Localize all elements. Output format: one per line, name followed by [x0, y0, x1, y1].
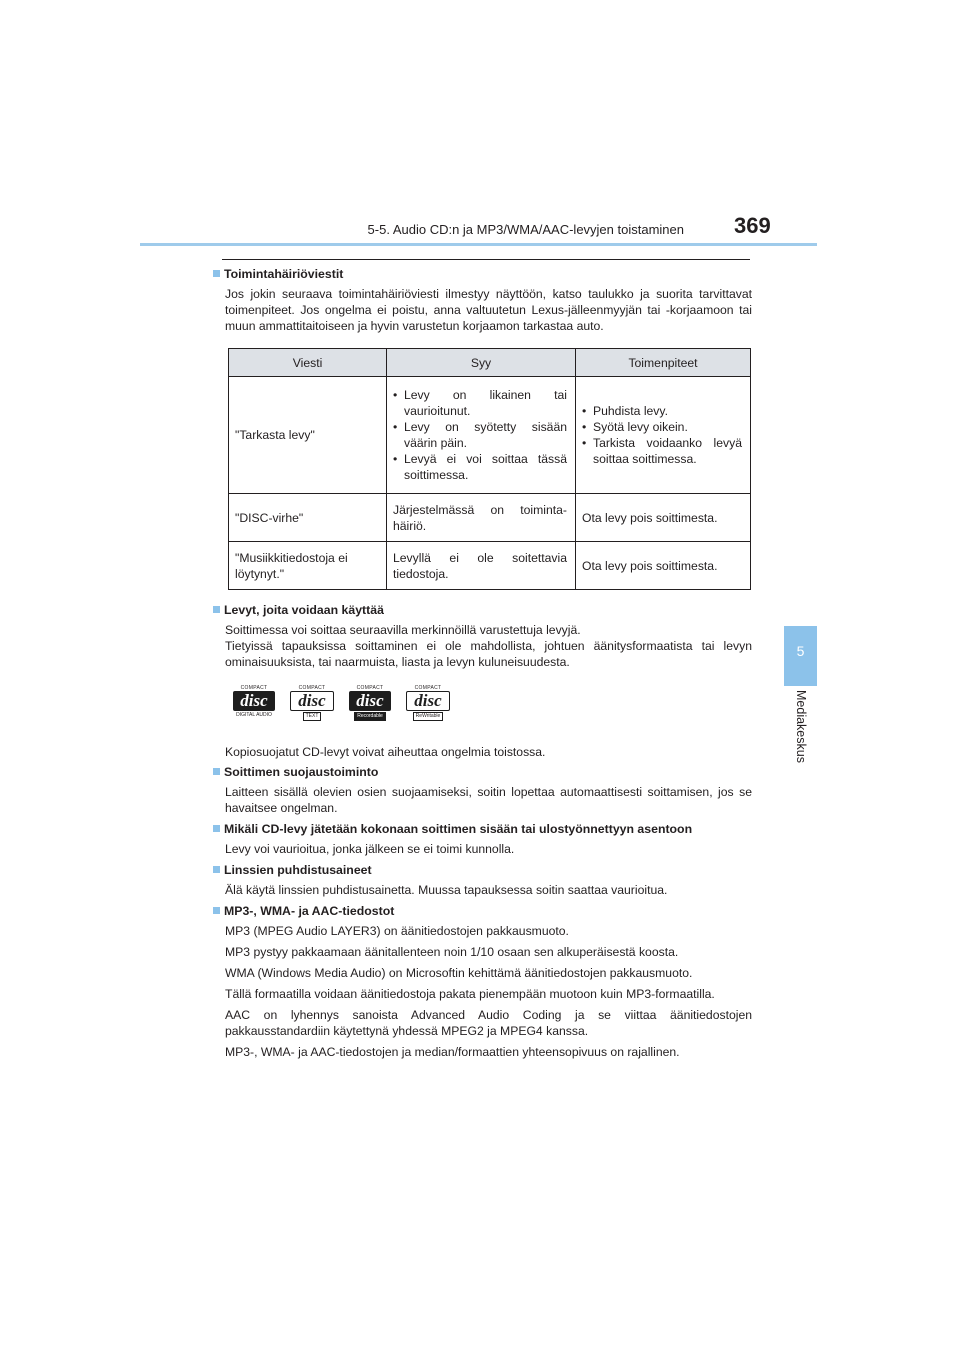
column-header: Syy: [387, 349, 576, 377]
section-paragraph: Laitteen sisällä olevien osien suojaamiseksi, soitin lopettaa automaattisesti soittamisen, jos se havaitsee ongelman.: [225, 785, 752, 815]
chapter-tab: 5: [784, 626, 817, 684]
chapter-label: Mediakeskus: [794, 690, 808, 763]
section-marker-icon: [213, 907, 220, 914]
list-item: • Levy on syötetty sisään väärin päin.: [393, 419, 567, 451]
section-marker-icon: [213, 270, 220, 277]
table-header-row: [229, 349, 751, 377]
disc-logo-row: [230, 684, 752, 724]
section-paragraph: Kopiosuojatut CD-levyt voivat aiheuttaa ongelmia toistossa.: [225, 745, 546, 759]
column-header: Toimenpiteet: [576, 349, 751, 377]
section-paragraph: MP3 pystyy pakkaamaan äänitallenteen noin 1/10 osaan sen alkuperäisestä koosta.: [225, 945, 679, 959]
section-marker-icon: [213, 825, 220, 832]
table-row: [229, 542, 751, 590]
header-rule: [140, 243, 817, 246]
table-cell-action: Ota levy pois soittimesta.: [576, 494, 751, 542]
section-paragraph: WMA (Windows Media Audio) on Microsoftin kehittämä äänitiedostojen pakkausmuoto.: [225, 966, 693, 980]
section-paragraph: MP3 (MPEG Audio LAYER3) on äänitiedostojen pakkausmuoto.: [225, 924, 569, 938]
error-message-table: [228, 348, 751, 590]
section-compatible-discs: [212, 602, 752, 760]
running-header-title: 5-5. Audio CD:n ja MP3/WMA/AAC-levyjen toistaminen: [367, 222, 684, 237]
section-heading: Toimintahäiriöviestit: [224, 267, 344, 281]
section-heading: Linssien puhdistusaineet: [224, 863, 372, 877]
section-paragraph: Levy voi vaurioitua, jonka jälkeen se ei toimi kunnolla.: [225, 842, 515, 856]
section-paragraph: MP3-, WMA- ja AAC-tiedostojen ja median/formaattien yhteensopivuus on rajallinen.: [225, 1045, 680, 1059]
table-cell-message: "Tarkasta levy": [229, 377, 387, 494]
table-row: [229, 494, 751, 542]
section-paragraph: Soittimessa voi soittaa seuraavilla merkinnöillä varustettuja levyjä.: [225, 623, 581, 637]
compact-disc-recordable-logo: COMPACT disc Recordable: [346, 684, 394, 722]
page-content: [212, 266, 752, 1060]
table-cell-cause: Järjestelmässä on toiminta-häiriö.: [387, 494, 576, 542]
list-item: • Syötä levy oikein.: [582, 419, 742, 435]
section-marker-icon: [213, 866, 220, 873]
table-cell-cause: [387, 377, 576, 494]
chapter-tab-rule: [784, 684, 817, 686]
page-number: 369: [734, 213, 771, 238]
section-heading: Mikäli CD-levy jätetään kokonaan soittimen sisään tai ulostyönnettyyn asentoon: [224, 822, 693, 836]
table-cell-cause: Levyllä ei ole soitettavia tiedostoja.: [387, 542, 576, 590]
section-heading: Soittimen suojaustoiminto: [224, 765, 379, 779]
section-heading: Levyt, joita voidaan käyttää: [224, 603, 384, 617]
section-marker-icon: [213, 768, 220, 775]
section-paragraph: Tietyissä tapauksissa soittaminen ei ole mahdollista, johtuen äänitysformaatista tai levyn ominaisuuksista, tai naarmuista, liasta ja levyn kuluneisuudesta.: [225, 639, 752, 669]
section-disc-left-inside: [212, 821, 752, 857]
section-paragraph: Jos jokin seuraava toimintahäiriöviesti ilmestyy näyttöön, katso taulukko ja suorita tarvittavat toimenpiteet. Jos ongelma ei poistu, anna valtuutetun Lexus-jälleenmyyjän tai -korjaamoon tai muun ammattitaitoiseen ja hyvin varustetun korjaamon tarkastaa auto.: [225, 287, 752, 333]
section-error-messages: [212, 266, 752, 334]
list-item: • Levy on likainen tai vaurioitunut.: [393, 387, 567, 419]
section-lens-cleaners: [212, 862, 752, 898]
list-item: • Levyä ei voi soittaa tässä soittimessa.: [393, 451, 567, 483]
section-paragraph: AAC on lyhennys sanoista Advanced Audio Coding ja se viittaa äänitiedostojen pakkausstandardiin käytettynä yhdessä MPEG2 ja MPEG4 kanssa.: [225, 1008, 752, 1038]
section-heading: MP3-, WMA- ja AAC-tiedostot: [224, 904, 395, 918]
compact-disc-rewritable-logo: COMPACT disc ReWritable: [404, 684, 452, 722]
table-cell-action: Ota levy pois soittimesta.: [576, 542, 751, 590]
table-cell-message: "DISC-virhe": [229, 494, 387, 542]
compact-disc-digital-audio-logo: COMPACT disc DIGITAL AUDIO: [230, 684, 278, 722]
table-cell-action: [576, 377, 751, 494]
section-protection: [212, 764, 752, 816]
compact-disc-text-logo: COMPACT disc TEXT: [288, 684, 336, 722]
list-item: • Tarkista voidaanko levyä soittaa soittimessa.: [582, 435, 742, 467]
content-top-rule: [222, 259, 750, 260]
section-audio-files: [212, 903, 752, 1060]
list-item: • Puhdista levy.: [582, 403, 742, 419]
section-paragraph: Tällä formaatilla voidaan äänitiedostoja pakata pienempään muotoon kuin MP3-formaatilla.: [225, 987, 715, 1001]
column-header: Viesti: [229, 349, 387, 377]
section-marker-icon: [213, 606, 220, 613]
table-row: [229, 377, 751, 494]
table-cell-message: "Musiikkitiedostoja ei löytynyt.": [229, 542, 387, 590]
section-paragraph: Älä käytä linssien puhdistusainetta. Muussa tapauksessa soitin saattaa vaurioitua.: [225, 883, 668, 897]
